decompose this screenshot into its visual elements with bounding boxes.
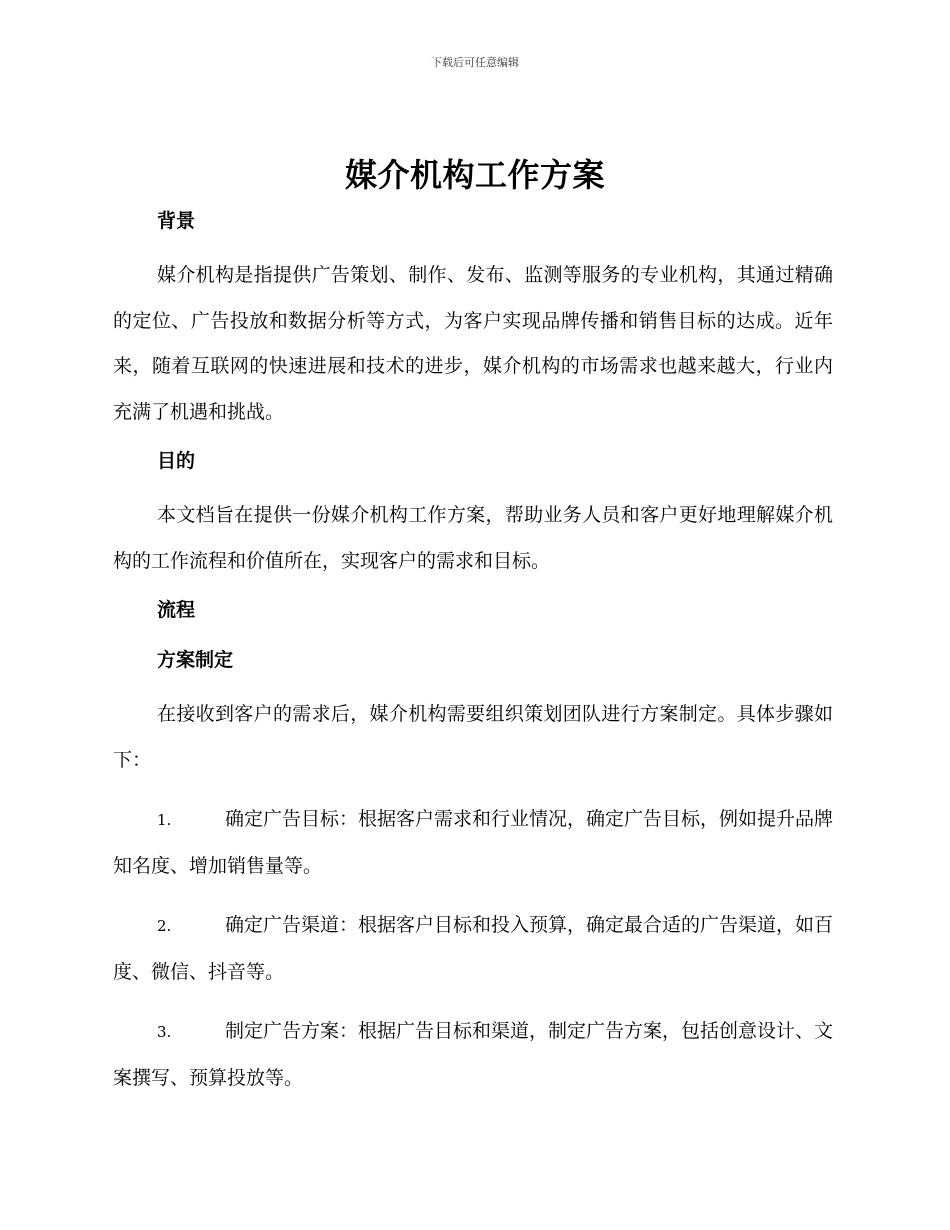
list-item-number: 1. (157, 811, 172, 829)
list-item (113, 797, 833, 889)
list-item (113, 1009, 833, 1101)
list-item (113, 903, 833, 995)
background-paragraph: 媒介机构是指提供广告策划、制作、发布、监测等服务的专业机构，其通过精确的定位、广告投放和数据分析等方式，为客户实现品牌传播和销售目标的达成。近年来，随着互联网的快速进展和技术的进步，媒介机构的市场需求也越来越大，行业内充满了机遇和挑战。 (113, 264, 833, 423)
process-intro-paragraph: 在接收到客户的需求后，媒介机构需要组织策划团队进行方案制定。具体步骤如下： (113, 703, 833, 771)
list-item-text: 确定广告渠道：根据客户目标和投入预算，确定最合适的广告渠道，如百度、微信、抖音等。 (113, 914, 834, 983)
section-heading-purpose: 目的 (157, 450, 196, 472)
document-title: 媒介机构工作方案 (344, 156, 605, 194)
list-item-text: 制定广告方案：根据广告目标和渠道，制定广告方案，包括创意设计、文案撰写、预算投放等。 (113, 1020, 834, 1089)
purpose-paragraph: 本文档旨在提供一份媒介机构工作方案，帮助业务人员和客户更好地理解媒介机构的工作流程和价值所在，实现客户的需求和目标。 (113, 504, 833, 572)
document-body (113, 203, 833, 1101)
subsection-heading-plan: 方案制定 (157, 649, 234, 671)
page-header-note: 下载后可任意编辑 (431, 56, 519, 69)
section-heading-process: 流程 (157, 599, 196, 621)
list-item-number: 2. (157, 917, 172, 935)
section-heading-background: 背景 (157, 210, 196, 232)
list-item-text: 确定广告目标：根据客户需求和行业情况，确定广告目标，例如提升品牌知名度、增加销售量等。 (113, 808, 834, 877)
list-item-number: 3. (157, 1023, 172, 1041)
